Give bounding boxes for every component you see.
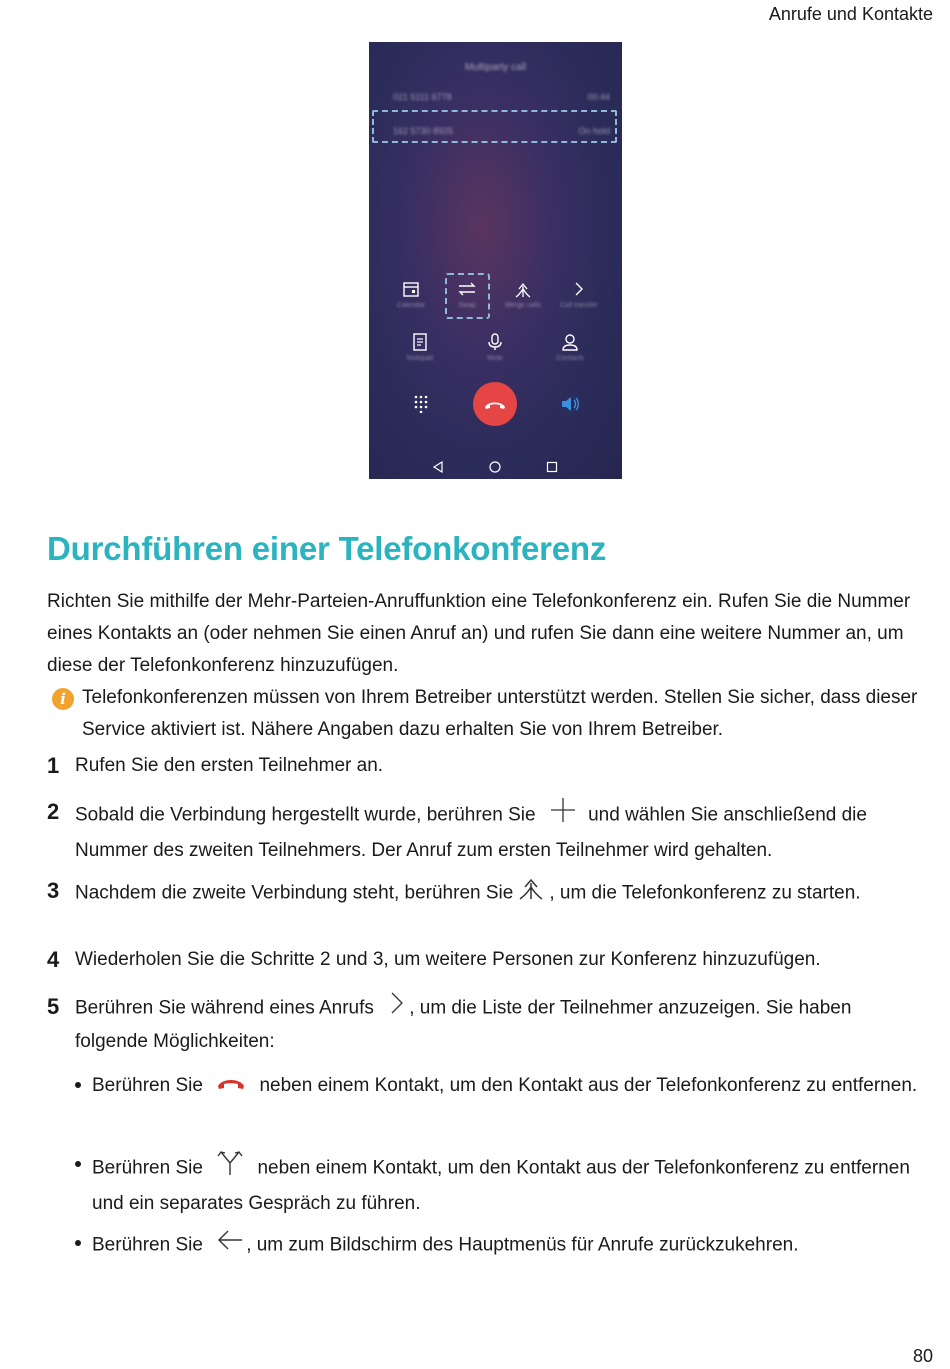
step-text: Wiederholen Sie die Schritte 2 und 3, um weitere Personen zur Konferenz hinzuzufügen.: [75, 949, 821, 970]
call-row-active: 021 5111 6778 00:44: [393, 92, 610, 102]
page-number: 80: [912, 1346, 933, 1366]
notepad-icon[interactable]: [409, 331, 431, 353]
option-text: Berühren Sie , um zum Bildschirm des Hauptmenüs für Anrufe zurückzukehren.: [92, 1228, 922, 1263]
step-text: Sobald die Verbindung hergestellt wurde, berühren Sie und wählen Sie anschließend die Nummer des zweiten Teilnehmers. Der Anruf zum ersten Teilnehmer wird gehalten.: [75, 796, 925, 867]
speaker-icon[interactable]: [559, 393, 581, 415]
nav-home-icon[interactable]: [488, 460, 502, 474]
option-text: Berühren Sie neben einem Kontakt, um den Kontakt aus der Telefonkonferenz zu entfernen und ein separates Gespräch zu führen.: [92, 1149, 922, 1220]
nav-back-icon[interactable]: [431, 460, 445, 474]
end-call-icon: [483, 398, 507, 410]
note-text: Telefonkonferenzen müssen von Ihrem Betreiber unterstützt werden. Stellen Sie sicher, dass dieser Service aktiviert ist. Nähere Angaben dazu erhalten Sie von Ihrem Betreiber.: [82, 687, 918, 740]
end-call-button[interactable]: [473, 382, 517, 426]
step-number: 5: [47, 994, 60, 1019]
step-number: 3: [47, 878, 60, 903]
calendar-icon[interactable]: [400, 278, 422, 300]
add-call-icon: [549, 796, 577, 835]
call-transfer-icon[interactable]: [568, 278, 590, 300]
split-call-icon: [216, 1149, 244, 1188]
bullet-dot: [75, 1082, 81, 1088]
step-text: Rufen Sie den ersten Teilnehmer an.: [75, 755, 384, 776]
dialpad-icon[interactable]: [410, 393, 432, 415]
info-icon: i: [52, 688, 74, 710]
option-text: Berühren Sie neben einem Kontakt, um den Kontakt aus der Telefonkonferenz zu entfernen.: [92, 1070, 922, 1102]
phone-screenshot: Multiparty call 021 5111 6778 00:44 162 5730 8925 On hold Calendar Swap Merge calls Call transfer Notepad Mute Contacts: [369, 42, 622, 479]
step-number: 2: [47, 799, 60, 824]
running-header: Anrufe und Kontakte: [768, 4, 933, 24]
nav-recents-icon[interactable]: [545, 460, 559, 474]
end-call-red-icon: [216, 1070, 246, 1102]
held-call-highlight: [372, 110, 617, 143]
swap-highlight: [445, 273, 490, 319]
step-number: 1: [47, 753, 60, 778]
step-number: 4: [47, 947, 60, 972]
bullet-dot: [75, 1161, 81, 1167]
intro-paragraph: Richten Sie mithilfe der Mehr-Parteien-Anruffunktion eine Telefonkonferenz ein. Rufen Sie die Nummer eines Kontakts an (oder nehmen Sie einen Anruf an) und rufen Sie dann eine weitere Nummer an, um diese der Telefonkonferenz hinzuzufügen.: [47, 591, 911, 676]
merge-calls-icon: [517, 875, 545, 912]
call-row-held: 162 5730 8925 On hold: [393, 126, 610, 136]
chevron-right-icon: [389, 991, 405, 1026]
merge-calls-icon[interactable]: [512, 278, 534, 300]
bullet-dot: [75, 1240, 81, 1246]
arrow-left-icon: [216, 1228, 244, 1263]
call-screen-title: Multiparty call: [464, 62, 527, 73]
section-title: Durchführen einer Telefonkonferenz: [47, 530, 607, 567]
step-text: Berühren Sie während eines Anrufs , um die Liste der Teilnehmer anzuzeigen. Sie haben folgende Möglichkeiten:: [75, 991, 925, 1058]
contacts-icon[interactable]: [559, 331, 581, 353]
mute-icon[interactable]: [484, 331, 506, 353]
step-text: Nachdem die zweite Verbindung steht, berühren Sie , um die Telefonkonferenz zu starten.: [75, 875, 925, 912]
